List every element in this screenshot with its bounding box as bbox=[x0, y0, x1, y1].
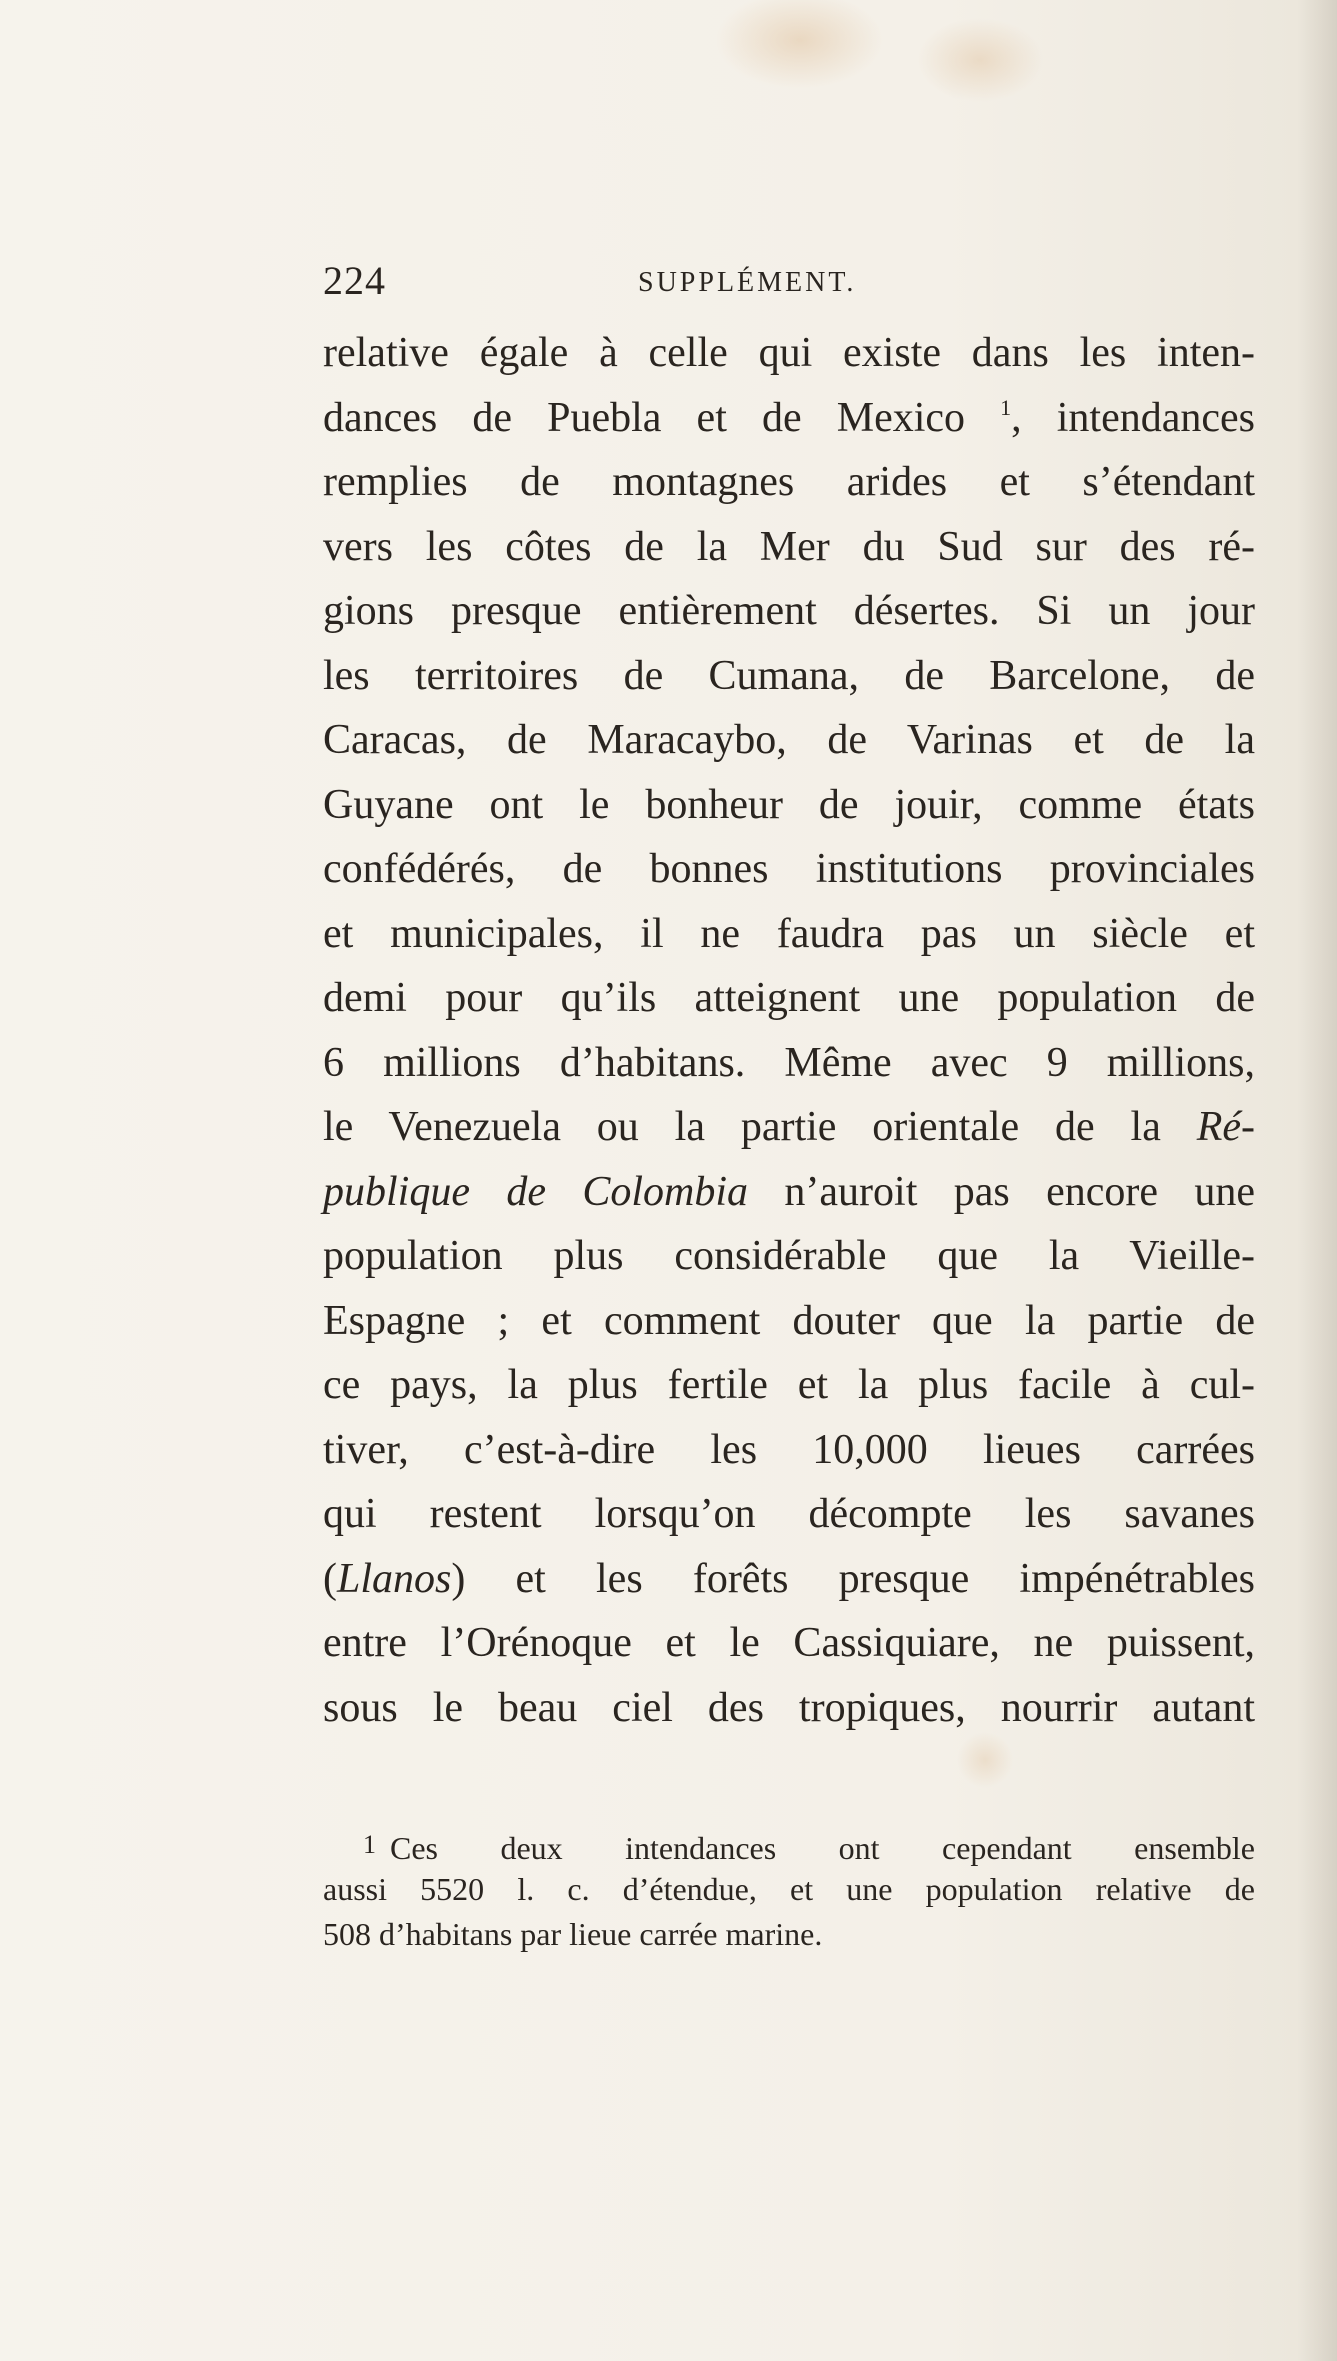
footnote-text: Ces deux intendances ont cependant ensemble bbox=[390, 1830, 1255, 1866]
italic-text: Llanos bbox=[337, 1555, 452, 1602]
text-line bbox=[323, 837, 1255, 902]
text-segment: population plus considérable que la Vieille- bbox=[323, 1233, 1255, 1279]
text-segment: demi pour qu’ils atteignent une population de bbox=[323, 975, 1255, 1021]
text-segment: remplies de montagnes arides et s’étendant bbox=[323, 459, 1255, 505]
running-head bbox=[323, 255, 1255, 319]
text-line bbox=[323, 966, 1255, 1031]
footnote bbox=[323, 1822, 1255, 1957]
text-line bbox=[323, 579, 1255, 644]
text-line bbox=[323, 1224, 1255, 1289]
text-segment: les territoires de Cumana, de Barcelone, de bbox=[323, 652, 1255, 699]
text-segment: Espagne ; et comment douter que la partie de bbox=[323, 1297, 1255, 1344]
text-segment: relative égale à celle qui existe dans les inten- bbox=[323, 330, 1255, 376]
text-line bbox=[323, 1031, 1255, 1096]
footnote-line: 508 d’habitans par lieue carrée marine. bbox=[323, 1916, 823, 1952]
page-number: 224 bbox=[323, 258, 386, 303]
text-segment: entre l’Orénoque et le Cassiquiare, ne puissent, bbox=[323, 1620, 1255, 1666]
text-segment: et municipales, il ne faudra pas un siècle et bbox=[323, 910, 1255, 957]
text-segment: ) et les forêts presque impénétrables bbox=[451, 1555, 1255, 1602]
body-text bbox=[323, 321, 1255, 1740]
text-line bbox=[323, 644, 1255, 709]
text-line bbox=[323, 902, 1255, 967]
text-line bbox=[323, 1289, 1255, 1354]
text-segment: confédérés, de bonnes institutions provinciales bbox=[323, 846, 1255, 892]
footnote-reference: 1 bbox=[1000, 394, 1012, 420]
text-line bbox=[323, 1418, 1255, 1483]
text-segment: , intendances bbox=[1011, 394, 1255, 441]
text-line bbox=[323, 1676, 1255, 1741]
text-line bbox=[323, 450, 1255, 515]
text-segment: 6 millions d’habitans. Même avec 9 millions, bbox=[323, 1039, 1255, 1086]
footnote-mark: 1 bbox=[363, 1830, 376, 1859]
text-line bbox=[323, 321, 1255, 386]
text-segment: ce pays, la plus fertile et la plus facile à cul- bbox=[323, 1362, 1255, 1408]
footnote-line bbox=[323, 1822, 1255, 1867]
text-line bbox=[323, 1095, 1255, 1160]
text-segment: Guyane ont le bonheur de jouir, comme états bbox=[323, 781, 1255, 828]
text-segment: Caracas, de Maracaybo, de Varinas et de la bbox=[323, 717, 1255, 763]
text-line bbox=[323, 1482, 1255, 1547]
text-segment: qui restent lorsqu’on décompte les savanes bbox=[323, 1491, 1255, 1537]
italic-text: Ré- bbox=[1196, 1104, 1255, 1150]
text-line bbox=[323, 708, 1255, 773]
page-edge-shadow bbox=[1297, 0, 1337, 2361]
text-line bbox=[323, 1353, 1255, 1418]
text-segment: vers les côtes de la Mer du Sud sur des ré- bbox=[323, 523, 1255, 570]
text-segment: n’auroit pas encore une bbox=[748, 1168, 1255, 1215]
text-line bbox=[323, 1160, 1255, 1225]
text-segment: ( bbox=[323, 1555, 337, 1602]
text-segment: dances de Puebla et de Mexico bbox=[323, 394, 1001, 441]
text-segment: le Venezuela ou la partie orientale de la bbox=[323, 1104, 1197, 1150]
text-block bbox=[323, 255, 1255, 1740]
running-title: SUPPLÉMENT. bbox=[638, 267, 857, 298]
text-segment: gions presque entièrement désertes. Si un jour bbox=[323, 588, 1255, 634]
text-line bbox=[323, 1611, 1255, 1676]
text-line bbox=[323, 1547, 1255, 1612]
text-segment: sous le beau ciel des tropiques, nourrir autant bbox=[323, 1684, 1255, 1731]
text-line bbox=[323, 515, 1255, 580]
italic-text: publique de Colombia bbox=[323, 1168, 749, 1215]
text-segment: tiver, c’est-à-dire les 10,000 lieues carrées bbox=[323, 1426, 1255, 1473]
text-line bbox=[323, 386, 1255, 451]
text-line bbox=[323, 773, 1255, 838]
footnote-line: aussi 5520 l. c. d’étendue, et une population relative de bbox=[323, 1871, 1255, 1907]
